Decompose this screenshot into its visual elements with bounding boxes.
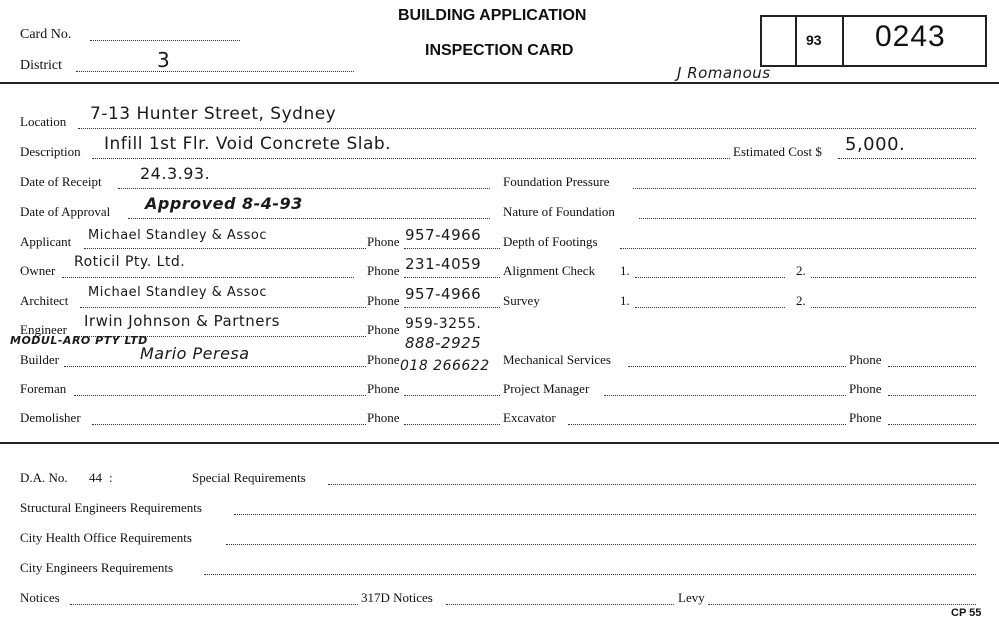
excavator-label: Excavator — [503, 410, 556, 425]
district-line — [76, 71, 354, 72]
structural-label: Structural Engineers Requirements — [20, 500, 202, 515]
builder-value: Mario Peresa — [140, 344, 250, 363]
mechanical-phone-line — [888, 366, 976, 367]
depth-footings-line — [620, 248, 976, 249]
health-label: City Health Office Requirements — [20, 530, 192, 545]
project-manager-label: Project Manager — [503, 381, 590, 396]
alignment-line-1 — [635, 277, 785, 278]
da-colon: : — [109, 470, 113, 485]
form-code: CP 55 — [951, 607, 982, 619]
box-divider-2 — [842, 15, 844, 65]
engineer-value: Irwin Johnson & Partners — [84, 312, 280, 330]
excavator-phone-line — [888, 424, 976, 425]
mechanical-line — [628, 366, 846, 367]
foreman-label: Foreman — [20, 381, 67, 396]
foundation-pressure-line — [633, 188, 976, 189]
foreman-phone-label: Phone — [367, 381, 400, 396]
notices-label: Notices — [20, 590, 60, 605]
estimated-cost-label: Estimated Cost $ — [733, 144, 822, 159]
receipt-line — [118, 188, 490, 189]
location-value: 7-13 Hunter Street, Sydney — [90, 104, 337, 124]
receipt-value: 24.3.93. — [140, 164, 211, 183]
builder-phone-1: 888-2925 — [405, 334, 482, 352]
owner-phone-label: Phone — [367, 263, 400, 278]
alignment-num-2: 2. — [796, 263, 806, 278]
description-value: Infill 1st Flr. Void Concrete Slab. — [104, 134, 392, 154]
applicant-line — [84, 248, 366, 249]
engineers-label: City Engineers Requirements — [20, 560, 174, 575]
survey-label: Survey — [503, 293, 540, 308]
builder-phone-label: Phone — [367, 352, 400, 367]
applicant-value: Michael Standley & Assoc — [88, 228, 267, 243]
demolisher-phone-line — [404, 424, 500, 425]
mechanical-phone-label: Phone — [849, 352, 882, 367]
nature-foundation-line — [639, 218, 976, 219]
project-manager-line — [604, 395, 846, 396]
approval-line — [128, 218, 490, 219]
card-no-label: Card No. — [20, 27, 72, 42]
foreman-phone-line — [404, 395, 500, 396]
engineers-line — [204, 574, 976, 575]
section-rule — [0, 442, 999, 444]
nature-foundation-label: Nature of Foundation — [503, 204, 615, 219]
excavator-phone-label: Phone — [849, 410, 882, 425]
notices-line — [70, 604, 358, 605]
header-rule — [0, 82, 999, 84]
title-line-2: INSPECTION CARD — [425, 42, 574, 59]
foreman-line — [74, 395, 366, 396]
demolisher-line — [92, 424, 366, 425]
depth-footings-label: Depth of Footings — [503, 234, 598, 249]
survey-line-1 — [635, 307, 785, 308]
engineer-label: Engineer — [20, 322, 67, 337]
health-line — [226, 544, 976, 545]
builder-company: MODUL-ARO PTY LTD — [10, 334, 148, 347]
applicant-label: Applicant — [20, 234, 72, 249]
architect-line — [80, 307, 366, 308]
architect-phone-label: Phone — [367, 293, 400, 308]
engineer-phone-label: Phone — [367, 322, 400, 337]
levy-label: Levy — [678, 590, 705, 605]
receipt-label: Date of Receipt — [20, 174, 102, 189]
architect-phone-line — [404, 307, 500, 308]
da-value: 44 — [89, 470, 102, 485]
location-line — [78, 128, 976, 129]
applicant-phone-line — [404, 248, 500, 249]
card-no-line — [90, 40, 240, 41]
notices-317d-line — [446, 604, 674, 605]
levy-line — [708, 604, 976, 605]
notices-317d-label: 317D Notices — [361, 590, 433, 605]
special-requirements-line — [328, 484, 976, 485]
card-number: 0243 — [875, 20, 946, 53]
card-year: 93 — [806, 32, 822, 48]
owner-phone: 231-4059 — [405, 255, 482, 273]
special-requirements-label: Special Requirements — [192, 470, 306, 485]
survey-num-1: 1. — [620, 293, 630, 308]
survey-num-2: 2. — [796, 293, 806, 308]
builder-label: Builder — [20, 352, 59, 367]
builder-line — [64, 366, 366, 367]
builder-phone-2: 018 266622 — [400, 358, 490, 374]
alignment-line-2 — [811, 277, 976, 278]
alignment-num-1: 1. — [620, 263, 630, 278]
district-label: District — [20, 58, 62, 73]
excavator-line — [568, 424, 846, 425]
applicant-phone: 957-4966 — [405, 226, 482, 244]
architect-phone: 957-4966 — [405, 285, 482, 303]
approval-value: Approved 8-4-93 — [145, 194, 303, 213]
engineer-phone: 959-3255. — [405, 316, 482, 332]
applicant-phone-label: Phone — [367, 234, 400, 249]
project-manager-phone-line — [888, 395, 976, 396]
box-divider-1 — [795, 15, 797, 65]
location-label: Location — [20, 114, 67, 129]
description-line — [92, 158, 730, 159]
demolisher-label: Demolisher — [20, 410, 81, 425]
mechanical-label: Mechanical Services — [503, 352, 611, 367]
approval-label: Date of Approval — [20, 204, 111, 219]
owner-phone-line — [404, 277, 500, 278]
owner-label: Owner — [20, 263, 56, 278]
district-value: 3 — [157, 48, 171, 72]
da-label: D.A. No. — [20, 470, 68, 485]
foundation-pressure-label: Foundation Pressure — [503, 174, 610, 189]
estimated-cost-line — [838, 158, 976, 159]
estimated-cost-value: 5,000. — [845, 134, 906, 155]
project-manager-phone-label: Phone — [849, 381, 882, 396]
demolisher-phone-label: Phone — [367, 410, 400, 425]
owner-value: Roticil Pty. Ltd. — [74, 254, 186, 270]
architect-label: Architect — [20, 293, 69, 308]
structural-line — [234, 514, 976, 515]
title-line-1: BUILDING APPLICATION — [398, 7, 587, 24]
owner-line — [62, 277, 354, 278]
survey-line-2 — [811, 307, 976, 308]
architect-value: Michael Standley & Assoc — [88, 285, 267, 300]
alignment-label: Alignment Check — [503, 263, 596, 278]
description-label: Description — [20, 144, 81, 159]
inspector-signature: J Romanous — [677, 64, 771, 82]
